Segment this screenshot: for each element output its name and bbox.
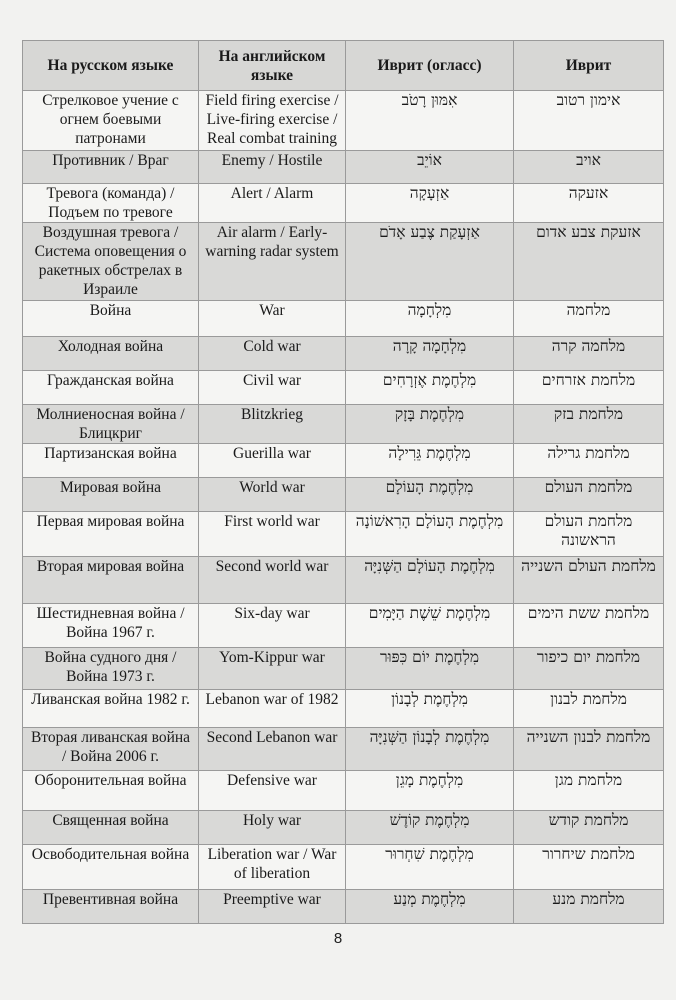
- cell-hebrew-vocalized: מִלְחֶמֶת מְנַע: [346, 890, 514, 924]
- table-row: [23, 151, 664, 184]
- cell-russian: Война: [23, 301, 199, 337]
- cell-hebrew-vocalized: אוֹיֵב: [346, 151, 514, 184]
- cell-russian: Вторая ливанская война / Война 2006 г.: [23, 728, 199, 771]
- cell-english: Guerilla war: [199, 444, 346, 478]
- cell-hebrew: מלחמת גרילה: [514, 444, 664, 478]
- cell-russian: Молниеносная война / Блицкриг: [23, 405, 199, 444]
- table-row: [23, 557, 664, 604]
- table-row: [23, 301, 664, 337]
- cell-english: Yom-Kippur war: [199, 648, 346, 690]
- cell-russian: Превентивная война: [23, 890, 199, 924]
- cell-hebrew-vocalized: מִלְחָמָה: [346, 301, 514, 337]
- table-row: [23, 337, 664, 371]
- header-hebrew: Иврит: [514, 41, 664, 91]
- cell-hebrew-vocalized: מִלְחָמָה קָרָה: [346, 337, 514, 371]
- cell-russian: Священная война: [23, 811, 199, 845]
- cell-english: Alert / Alarm: [199, 184, 346, 223]
- header-russian: На русском языке: [23, 41, 199, 91]
- cell-hebrew-vocalized: מִלְחֶמֶת הָעוֹלָם הָרִאשׁוֹנָה: [346, 512, 514, 557]
- table-row: [23, 728, 664, 771]
- cell-hebrew: אויב: [514, 151, 664, 184]
- cell-hebrew: מלחמת העולם השנייה: [514, 557, 664, 604]
- table-row: [23, 444, 664, 478]
- cell-hebrew-vocalized: מִלְחֶמֶת קוֹדֶשׁ: [346, 811, 514, 845]
- cell-russian: Первая мировая война: [23, 512, 199, 557]
- cell-english: Second world war: [199, 557, 346, 604]
- cell-hebrew-vocalized: מִלְחֶמֶת הָעוֹלָם הַשְּׁנִיָּה: [346, 557, 514, 604]
- table-row: [23, 648, 664, 690]
- cell-russian: Холодная война: [23, 337, 199, 371]
- header-english: На английском языке: [199, 41, 346, 91]
- cell-english: War: [199, 301, 346, 337]
- cell-russian: Война судного дня / Война 1973 г.: [23, 648, 199, 690]
- cell-english: Liberation war / War of liberation: [199, 845, 346, 890]
- cell-hebrew: מלחמת לבנון: [514, 690, 664, 728]
- table-body: [23, 91, 664, 924]
- cell-hebrew-vocalized: מִלְחֶמֶת לְבָנוֹן: [346, 690, 514, 728]
- cell-hebrew-vocalized: מִלְחֶמֶת בָּזָק: [346, 405, 514, 444]
- cell-english: Six-day war: [199, 604, 346, 648]
- cell-hebrew: אזעקת צבע אדום: [514, 223, 664, 301]
- cell-hebrew-vocalized: מִלְחֶמֶת שִׁחְרוּר: [346, 845, 514, 890]
- cell-hebrew: מלחמת מגן: [514, 771, 664, 811]
- cell-hebrew: מלחמה: [514, 301, 664, 337]
- cell-russian: Гражданская война: [23, 371, 199, 405]
- cell-russian: Противник / Враг: [23, 151, 199, 184]
- cell-hebrew-vocalized: אַזְעָקָה: [346, 184, 514, 223]
- cell-russian: Освободительная война: [23, 845, 199, 890]
- cell-hebrew: מלחמת אזרחים: [514, 371, 664, 405]
- table-row: [23, 890, 664, 924]
- cell-russian: Шестидневная война / Война 1967 г.: [23, 604, 199, 648]
- cell-english: First world war: [199, 512, 346, 557]
- cell-russian: Вторая мировая война: [23, 557, 199, 604]
- cell-russian: Мировая война: [23, 478, 199, 512]
- page-number: 8: [333, 930, 343, 947]
- cell-hebrew: מלחמת קודש: [514, 811, 664, 845]
- table-row: [23, 223, 664, 301]
- cell-hebrew: מלחמת שיחרור: [514, 845, 664, 890]
- table-row: [23, 604, 664, 648]
- table-row: [23, 512, 664, 557]
- cell-english: Air alarm / Early-warning radar system: [199, 223, 346, 301]
- table-row: [23, 811, 664, 845]
- cell-hebrew-vocalized: מִלְחֶמֶת אֶזְרָחִים: [346, 371, 514, 405]
- cell-english: Holy war: [199, 811, 346, 845]
- cell-hebrew: מלחמה קרה: [514, 337, 664, 371]
- header-hebrew-vocalized: Иврит (огласс): [346, 41, 514, 91]
- cell-hebrew: מלחמת לבנון השנייה: [514, 728, 664, 771]
- cell-english: Cold war: [199, 337, 346, 371]
- table-row: [23, 371, 664, 405]
- cell-hebrew-vocalized: מִלְחֶמֶת שֵׁשֶׁת הַיָּמִים: [346, 604, 514, 648]
- table-row: [23, 91, 664, 151]
- cell-english: Defensive war: [199, 771, 346, 811]
- table-row: [23, 184, 664, 223]
- cell-hebrew-vocalized: מִלְחֶמֶת לְבָנוֹן הַשְּׁנִיָּה: [346, 728, 514, 771]
- cell-english: Blitzkrieg: [199, 405, 346, 444]
- cell-hebrew: מלחמת ששת הימים: [514, 604, 664, 648]
- cell-hebrew-vocalized: מִלְחֶמֶת גֵּרִילָה: [346, 444, 514, 478]
- cell-hebrew: אזעקה: [514, 184, 664, 223]
- cell-hebrew-vocalized: מִלְחֶמֶת הָעוֹלָם: [346, 478, 514, 512]
- cell-hebrew: אימון רטוב: [514, 91, 664, 151]
- cell-english: Second Lebanon war: [199, 728, 346, 771]
- cell-hebrew: מלחמת בזק: [514, 405, 664, 444]
- cell-russian: Тревога (команда) / Подъем по тревоге: [23, 184, 199, 223]
- cell-hebrew: מלחמת יום כיפור: [514, 648, 664, 690]
- cell-english: Preemptive war: [199, 890, 346, 924]
- cell-russian: Ливанская война 1982 г.: [23, 690, 199, 728]
- cell-russian: Оборонительная война: [23, 771, 199, 811]
- table-row: [23, 771, 664, 811]
- cell-english: Lebanon war of 1982: [199, 690, 346, 728]
- cell-russian: Партизанская война: [23, 444, 199, 478]
- cell-russian: Воздушная тревога / Система оповещения о ракетных обстрелах в Израиле: [23, 223, 199, 301]
- cell-hebrew-vocalized: מִלְחֶמֶת מָגֵן: [346, 771, 514, 811]
- cell-hebrew: מלחמת העולם: [514, 478, 664, 512]
- table-row: [23, 845, 664, 890]
- cell-hebrew-vocalized: אַזְעָקַת צֶבַע אָדֹם: [346, 223, 514, 301]
- cell-english: World war: [199, 478, 346, 512]
- table-row: [23, 405, 664, 444]
- cell-hebrew: מלחמת העולם הראשונה: [514, 512, 664, 557]
- cell-english: Field firing exercise / Live-firing exercise / Real combat training: [199, 91, 346, 151]
- table-row: [23, 478, 664, 512]
- cell-english: Enemy / Hostile: [199, 151, 346, 184]
- cell-english: Civil war: [199, 371, 346, 405]
- glossary-table: [22, 40, 664, 924]
- cell-hebrew-vocalized: מִלְחֶמֶת יוֹם כִּפּוּר: [346, 648, 514, 690]
- cell-hebrew: מלחמת מנע: [514, 890, 664, 924]
- table-header-row: [23, 41, 664, 91]
- cell-russian: Стрелковое учение с огнем боевыми патронами: [23, 91, 199, 151]
- table-row: [23, 690, 664, 728]
- cell-hebrew-vocalized: אִמּוּן רָטֹב: [346, 91, 514, 151]
